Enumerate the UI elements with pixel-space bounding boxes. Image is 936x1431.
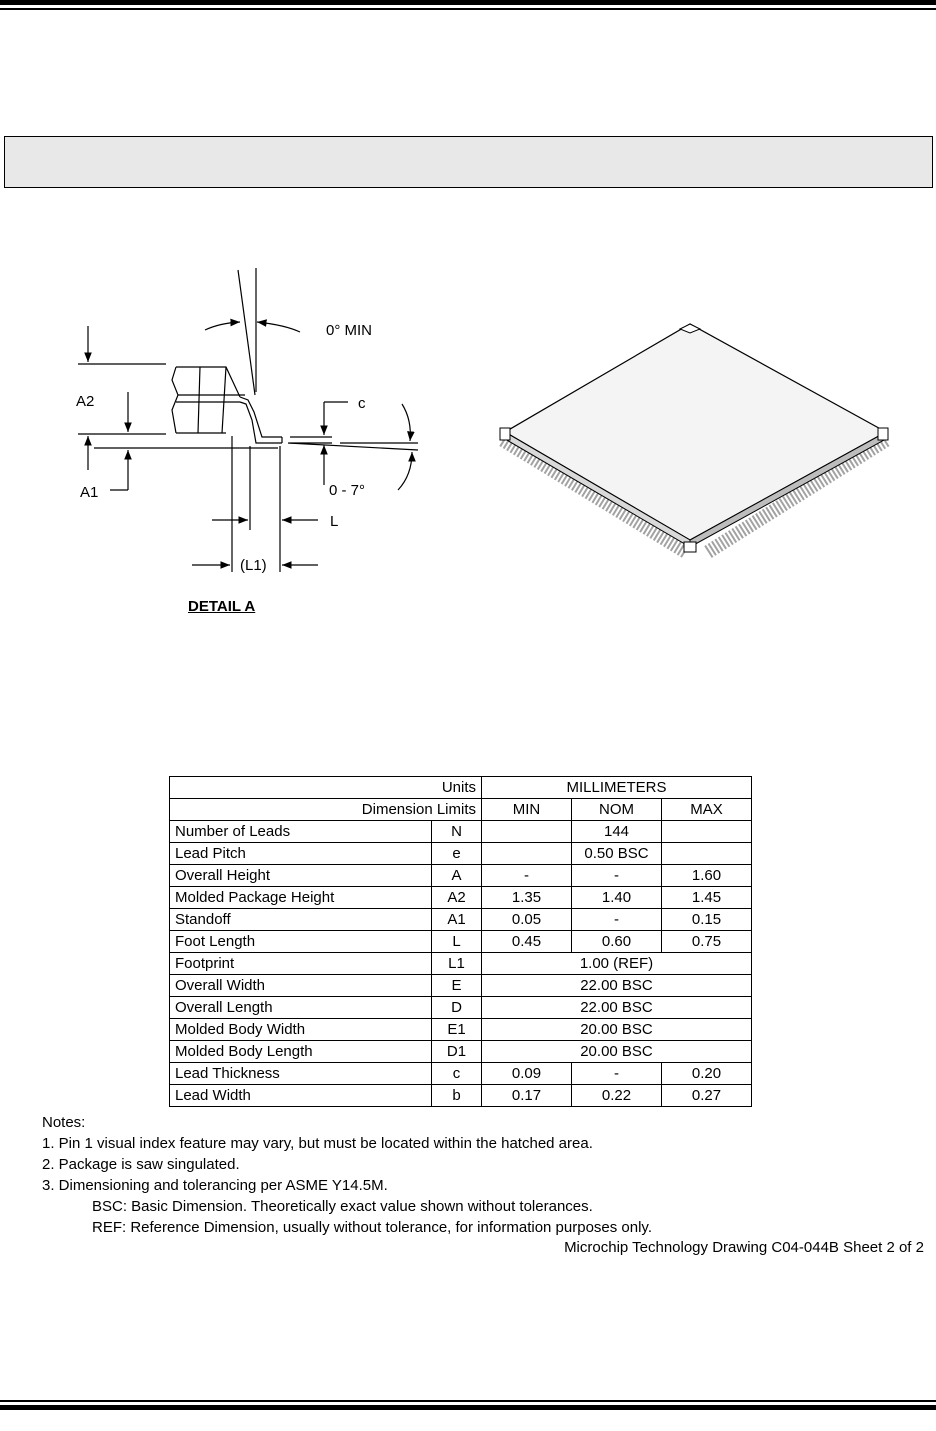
a1-label: A1 (80, 484, 99, 501)
row-min: 0.17 (482, 1085, 572, 1107)
row-min (482, 843, 572, 865)
table-row (170, 865, 752, 887)
row-symbol: c (432, 1063, 482, 1085)
table-row (170, 1085, 752, 1107)
row-symbol: b (432, 1085, 482, 1107)
c-label: c (358, 395, 366, 412)
row-symbol: D (432, 997, 482, 1019)
row-nom: 144 (572, 821, 662, 843)
table-row (170, 997, 752, 1019)
table-row (170, 1019, 752, 1041)
angle-min-lines (205, 268, 300, 395)
table-row (170, 887, 752, 909)
table-row (170, 821, 752, 843)
row-nom: - (572, 909, 662, 931)
lead-profile (172, 367, 282, 443)
lead-angle-label: 0 - 7° (329, 482, 366, 499)
note-item: 3. Dimensioning and tolerancing per ASME Y14.5M. (42, 1177, 388, 1194)
row-name: Number of Leads (170, 821, 432, 843)
row-max: 0.15 (662, 909, 752, 931)
row-symbol: e (432, 843, 482, 865)
row-name: Molded Body Length (170, 1041, 432, 1063)
title-box (4, 136, 933, 188)
row-min: 1.35 (482, 887, 572, 909)
table-row (170, 1041, 752, 1063)
row-symbol: L (432, 931, 482, 953)
drawing-reference: Microchip Technology Drawing C04-044B Sheet 2 of 2 (564, 1239, 924, 1256)
row-min: 0.09 (482, 1063, 572, 1085)
row-nom: 0.22 (572, 1085, 662, 1107)
row-symbol: A2 (432, 887, 482, 909)
dimension-limits-label: Dimension Limits (170, 799, 482, 821)
row-min: 0.05 (482, 909, 572, 931)
row-symbol: A (432, 865, 482, 887)
a2-label: A2 (76, 393, 95, 410)
row-min (482, 821, 572, 843)
table-row (170, 931, 752, 953)
note-sub-item: REF: Reference Dimension, usually without tolerance, for information purposes only. (92, 1219, 652, 1236)
lead-angle-dimension (288, 404, 418, 490)
note-sub-item: BSC: Basic Dimension. Theoretically exact value shown without tolerances. (92, 1198, 593, 1215)
top-rule (0, 0, 936, 10)
row-name: Lead Thickness (170, 1063, 432, 1085)
row-name: Lead Pitch (170, 843, 432, 865)
row-name: Foot Length (170, 931, 432, 953)
lead-detail-diagram (0, 230, 936, 590)
col-max: MAX (662, 799, 752, 821)
row-name: Lead Width (170, 1085, 432, 1107)
l1-label: (L1) (240, 557, 267, 574)
col-min: MIN (482, 799, 572, 821)
row-max (662, 821, 752, 843)
row-nom: 1.40 (572, 887, 662, 909)
row-max (662, 843, 752, 865)
row-max: 0.75 (662, 931, 752, 953)
row-min: - (482, 865, 572, 887)
notes-heading: Notes: (42, 1114, 86, 1131)
l-label: L (330, 513, 339, 530)
limits-row (170, 799, 752, 821)
units-row (170, 777, 752, 799)
row-name: Standoff (170, 909, 432, 931)
row-max: 0.20 (662, 1063, 752, 1085)
row-nom: - (572, 1063, 662, 1085)
row-max: 1.60 (662, 865, 752, 887)
table-row (170, 975, 752, 997)
row-nom: - (572, 865, 662, 887)
dimensions-table (169, 776, 752, 1107)
row-name: Molded Package Height (170, 887, 432, 909)
row-symbol: A1 (432, 909, 482, 931)
min-angle-label: 0° MIN (326, 322, 373, 339)
row-span-value: 22.00 BSC (482, 997, 752, 1019)
col-nom: NOM (572, 799, 662, 821)
note-item: 2. Package is saw singulated. (42, 1156, 240, 1173)
note-item: 1. Pin 1 visual index feature may vary, but must be located within the hatched area. (42, 1135, 593, 1152)
detail-title: DETAIL A (188, 598, 256, 615)
length-dimensions (192, 436, 318, 572)
row-max: 0.27 (662, 1085, 752, 1107)
table-row (170, 909, 752, 931)
table-row (170, 1063, 752, 1085)
row-min: 0.45 (482, 931, 572, 953)
row-symbol: E1 (432, 1019, 482, 1041)
row-nom: 0.60 (572, 931, 662, 953)
units-value: MILLIMETERS (482, 777, 752, 799)
row-name: Footprint (170, 953, 432, 975)
row-span-value: 20.00 BSC (482, 1041, 752, 1063)
row-symbol: D1 (432, 1041, 482, 1063)
row-span-value: 1.00 (REF) (482, 953, 752, 975)
row-symbol: N (432, 821, 482, 843)
row-symbol: E (432, 975, 482, 997)
row-name: Overall Height (170, 865, 432, 887)
row-span-value: 20.00 BSC (482, 1019, 752, 1041)
table-row (170, 953, 752, 975)
row-span-value: 22.00 BSC (482, 975, 752, 997)
package-3d-view (500, 324, 888, 552)
bottom-rule (0, 1400, 936, 1410)
row-max: 1.45 (662, 887, 752, 909)
units-label: Units (170, 777, 482, 799)
row-symbol: L1 (432, 953, 482, 975)
notes (42, 1112, 652, 1238)
table-row (170, 843, 752, 865)
row-name: Overall Length (170, 997, 432, 1019)
row-name: Molded Body Width (170, 1019, 432, 1041)
row-name: Overall Width (170, 975, 432, 997)
row-nom: 0.50 BSC (572, 843, 662, 865)
